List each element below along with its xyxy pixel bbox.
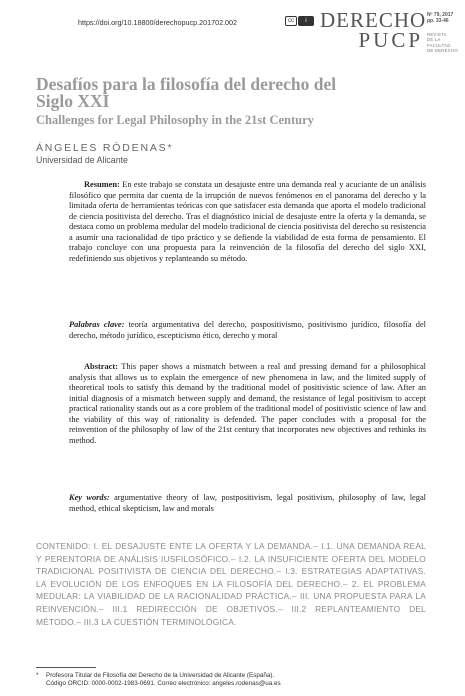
page-header: [0, 6, 465, 68]
issue-pages: pp. 33-46: [427, 18, 449, 24]
issue-info: [427, 12, 453, 24]
footnote-divider: [36, 667, 96, 668]
author-affiliation: Universidad de Alicante: [36, 155, 128, 165]
footnote-line-2: Código ORCID: 0000-0002-1983-0691. Correo electrónico: angeles.rodenas@ua.es: [46, 680, 281, 687]
attribution-icon: i: [298, 16, 314, 26]
key-words-paragraph: [69, 493, 426, 514]
table-of-contents: CONTENIDO: I. EL DESAJUSTE ENTE LA OFERTA Y LA DEMANDA.– I.1. UNA DEMANDA REAL Y PERENTORIA DE ANÁLISIS IUSFILOSÓFICO.– I.2. LA INSUFICIENTE OFERTA DEL MODELO TRADICIONAL POSITIVISTA DE CIENCIA DEL DERECHO.– I.3. ESTRATEGIAS ADAPTATIVAS. LA EVOLUCIÓN DE LOS ENFOQUES EN LA FILOSOFÍA DEL DERECHO.– 2. EL PROBLEMA MEDULAR: LA VIABILIDAD DE LA RACIONALIDAD PRÁCTICA.– III. UNA PROPUESTA PARA LA REINVENCIÓN.– III.1 REDIRECCIÓN DE OBJETIVOS.– III.2 REPLANTEAMIENTO DEL MÉTODO.– III.3 LA CUESTIÓN TERMINOLÓGICA.: [36, 541, 426, 627]
resumen-label: Resumen:: [84, 180, 120, 189]
article-title: Desafíos para la filosofía del derecho del Siglo XXI: [36, 74, 337, 111]
palabras-clave-label: Palabras clave:: [69, 320, 125, 329]
resumen-text: En este trabajo se constata un desajuste entre una demanda real y acuciante de un análisis filosófico que permita dar cuenta de la irrupción de nuevos fenómenos en el panorama del derecho y la limitada oferta de herramientas teóricas con que satisfacer esta demanda que aporta el modelo tradicional de ciencia positivista del derecho. Tras el diagnóstico inicial de desajuste entre la oferta y la demanda, se destaca como un problema medular del modelo tradicional de ciencia positivista del derecho su resistencia a asumir una racionalidad de tipo práctico y se defiende la viabilidad de esta forma de pensamiento. El trabajo concluye con una propuesta para la reinvención de la filosofía del derecho del siglo XXI, redefiniendo sus objetivos y replanteando su método.: [69, 180, 427, 263]
logo-line-2: PUCP: [358, 28, 423, 52]
palabras-clave-paragraph: [69, 320, 426, 341]
palabras-clave-text: teoría argumentativa del derecho, pospositivismo, positivismo jurídico, filosofía del derecho, método jurídico, escepticismo ético, derecho y moral: [69, 320, 427, 340]
tagline-line: REVISTA: [427, 32, 447, 37]
creative-commons-badge: [285, 16, 314, 26]
footnote: [36, 672, 436, 688]
issue-number: Nº 79, 2017: [427, 12, 454, 18]
doi-link[interactable]: https://doi.org/10.18800/derechopucp.201702.002: [78, 18, 238, 27]
tagline-line: DE DERECHO: [427, 47, 458, 53]
key-words-label: Key words:: [69, 493, 110, 502]
resumen-paragraph: [69, 180, 426, 264]
abstract-paragraph: [69, 362, 426, 446]
journal-tagline: [427, 32, 465, 53]
key-words-text: argumentative theory of law, postpositivism, legal positivism, philosophy of law, legal method, ethical skepticism, law and morals: [69, 493, 426, 513]
logo-line-1: DERECHO: [320, 8, 427, 32]
cc-icon: cc: [285, 16, 297, 26]
abstract-text: This paper shows a mismatch between a real and pressing demand for a philosophical analysis that allows us to explain the emergence of new phenomena in law, and the limited supply of theoretical tools to satisfy this demand by the traditional model of positivistic science of law. After an initial diagnosis of a mismatch between supply and demand, the resistance of legal positivism to accept practical rationality stands out as a core problem of the traditional model of positivistic science of law and the viability of this way of rationality is defended. The paper concludes with a proposal for the reinvention of the philosophy of law of the 21st century that incorporates new objectives and rethinks its method.: [69, 362, 426, 445]
journal-logo: [320, 8, 427, 52]
author-name: ÁNGELES RÓDENAS*: [36, 142, 174, 154]
abstract-label: Abstract:: [84, 362, 118, 371]
tagline-line: DE LA FACULTAD: [427, 37, 451, 48]
article-subtitle: Challenges for Legal Philosophy in the 21st Century: [36, 113, 314, 127]
footnote-line-1: Profesora Titular de Filosofía del Derecho de la Universidad de Alicante (España).: [46, 672, 275, 679]
footnote-mark: *: [36, 672, 39, 679]
